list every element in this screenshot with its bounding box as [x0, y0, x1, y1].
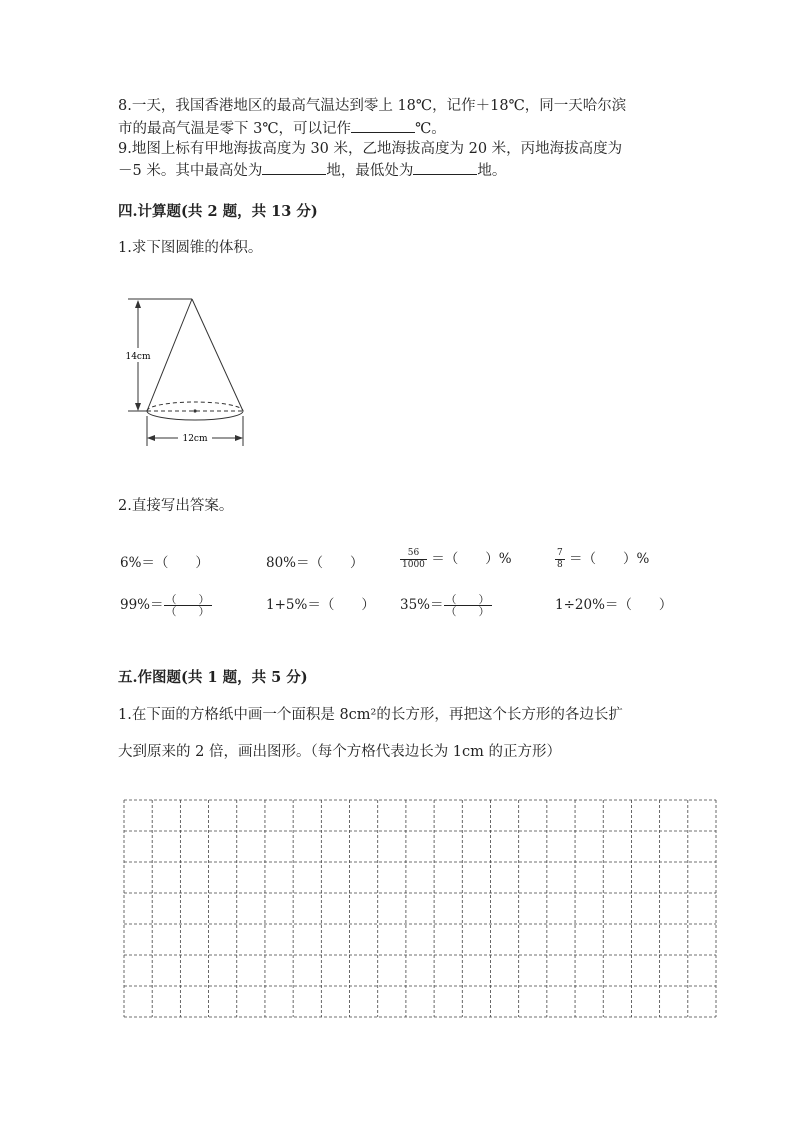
- grid-paper[interactable]: [122, 798, 718, 1020]
- question-9-text-mid: 地，最低处为: [326, 163, 414, 179]
- calc-item-7: [400, 594, 492, 617]
- fraction-denominator: （ ）: [165, 605, 210, 618]
- calc-item-4-tail: ＝（ ）%: [564, 551, 650, 567]
- width-arrow-left: [147, 435, 155, 441]
- section-4-title: 四.计算题(共 2 题，共 13 分): [118, 203, 318, 220]
- answer-blank-lowest[interactable]: [413, 160, 477, 175]
- height-arrow-top: [135, 300, 141, 308]
- calc-item-8: 1÷20%＝（ ）: [555, 597, 673, 613]
- width-arrow-right: [235, 435, 243, 441]
- calc-item-6: 1+5%＝（ ）: [266, 597, 375, 613]
- cone-center-point: [193, 409, 196, 412]
- answer-blank[interactable]: [351, 118, 415, 133]
- fraction-numerator: 7: [557, 548, 563, 558]
- question-8-line-2: [118, 118, 446, 139]
- section-4-question-2: 2.直接写出答案。: [118, 498, 234, 514]
- calc-item-2: 80%＝（ ）: [266, 555, 364, 571]
- question-8-line-1: 8.一天，我国香港地区的最高气温达到零上 18℃，记作＋18℃，同一天哈尔滨: [118, 98, 627, 114]
- fraction-denominator: （ ）: [445, 605, 490, 618]
- cone-figure: [118, 290, 258, 450]
- calc-item-1: 6%＝（ ）: [120, 555, 209, 571]
- calc-item-3: [400, 548, 512, 571]
- section-5-question-1-line-2: 大到原来的 2 倍，画出图形。（每个方格代表边长为 1cm 的正方形）: [118, 744, 562, 760]
- section-5-title: 五.作图题(共 1 题，共 5 分): [118, 669, 308, 686]
- fraction-numerator: （ ）: [445, 593, 490, 606]
- fraction-blank: [164, 594, 212, 617]
- question-9-line-1: 9.地图上标有甲地海拔高度为 30 米，乙地海拔高度为 20 米，丙地海拔高度为: [118, 141, 623, 157]
- height-arrow-bottom: [135, 403, 141, 411]
- fraction-numerator: （ ）: [165, 593, 210, 606]
- calc-item-7-text: 35%＝: [400, 597, 444, 613]
- question-8-unit: ℃。: [415, 121, 446, 137]
- width-label: 12cm: [182, 434, 208, 444]
- cone-right-side: [192, 299, 243, 411]
- question-9-text-end: 地。: [477, 163, 507, 179]
- calc-item-5: [120, 594, 212, 617]
- question-9-line-2: [118, 160, 506, 181]
- question-9-text: －5 米。其中最高处为: [118, 163, 263, 179]
- fraction-blank: [444, 594, 492, 617]
- fraction-denominator: 8: [557, 560, 563, 570]
- calc-item-5-text: 99%＝: [120, 597, 164, 613]
- fraction-7-8: [555, 548, 565, 571]
- fraction-denominator: 1000: [402, 560, 425, 570]
- fraction-56-1000: [400, 548, 427, 571]
- fraction-numerator: 56: [400, 548, 427, 560]
- section-4-question-1: 1.求下图圆锥的体积。: [118, 240, 263, 256]
- answer-blank-highest[interactable]: [262, 160, 326, 175]
- calc-item-3-tail: ＝（ ）%: [426, 551, 512, 567]
- section-5-question-1-line-1: 1.在下面的方格纸中画一个面积是 8cm²的长方形，再把这个长方形的各边长扩: [118, 707, 623, 723]
- height-label: 14cm: [125, 352, 151, 362]
- calc-item-4: [555, 548, 649, 571]
- question-8-text: 市的最高气温是零下 3℃，可以记作: [118, 121, 352, 137]
